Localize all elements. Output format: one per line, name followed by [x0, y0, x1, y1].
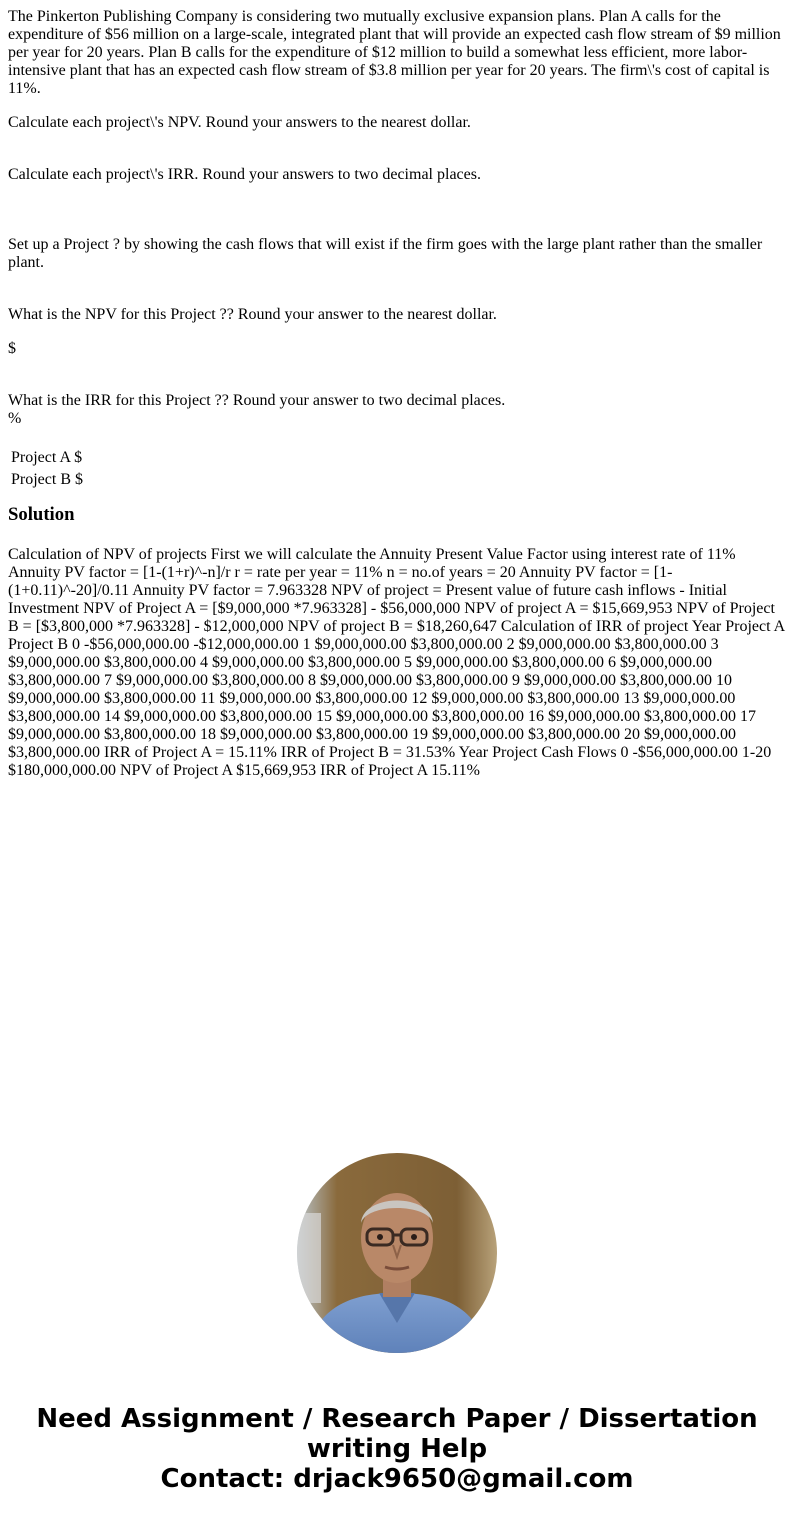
- answer-label-project-a: Project A $: [11, 449, 83, 466]
- author-photo: [297, 1153, 497, 1353]
- table-row: [10, 448, 84, 468]
- footer-banner: [0, 1404, 794, 1494]
- document-content: [8, 8, 788, 780]
- answer-label-project-b: Project B $: [11, 471, 83, 488]
- question-npv: Calculate each project\'s NPV. Round your answers to the nearest dollar.: [8, 114, 471, 131]
- solution-body: Calculation of NPV of projects First we will calculate the Annuity Present Value Factor using interest rate of 11% Annuity PV factor = [1-(1+r)^-n]/r r = rate per year = 11% n = no.of years = 20 Annuity PV factor = [1-(1+0.11)^-20]/0.11 Annuity PV factor = 7.963328 NPV of project = Present value of future cash inflows - Initial Investment NPV of Project A = [$9,000,000 *7.963328] - $56,000,000 NPV of project A = $15,669,953 NPV of Project B = [$3,800,000 *7.963328] - $12,000,000 NPV of project B = $18,260,647 Calculation of IRR of project Year Project A Project B 0 -$56,000,000.00 -$12,000,000.00 1 $9,000,000.00 $3,800,000.00 2 $9,000,000.00 $3,800,000.00 3 $9,000,000.00 $3,800,000.00 4 $9,000,000.00 $3,800,000.00 5 $9,000,000.00 $3,800,000.00 6 $9,000,000.00 $3,800,000.00 7 $9,000,000.00 $3,800,000.00 8 $9,000,000.00 $3,800,000.00 9 $9,000,000.00 $3,800,000.00 10 $9,000,000.00 $3,800,000.00 11 $9,000,000.00 $3,800,000.00 12 $9,000,000.00 $3,800,000.00 13 $9,000,000.00 $3,800,000.00 14 $9,000,000.00 $3,800,000.00 15 $9,000,000.00 $3,800,000.00 16 $9,000,000.00 $3,800,000.00 17 $9,000,000.00 $3,800,000.00 18 $9,000,000.00 $3,800,000.00 19 $9,000,000.00 $3,800,000.00 20 $9,000,000.00 $3,800,000.00 IRR of Project A = 15.11% IRR of Project B = 31.53% Year Project Cash Flows 0 -$56,000,000.00 1-20 $180,000,000.00 NPV of Project A $15,669,953 IRR of Project A 15.11%: [8, 546, 785, 779]
- question-irr-delta: What is the IRR for this Project ?? Round your answer to two decimal places.: [8, 392, 506, 409]
- footer-line-1: Need Assignment / Research Paper / Dissertation: [36, 1404, 758, 1434]
- dollar-sign: $: [8, 340, 16, 357]
- question-setup-project: Set up a Project ? by showing the cash flows that will exist if the firm goes with the large plant rather than the smaller plant.: [8, 236, 763, 271]
- question-irr: Calculate each project\'s IRR. Round your answers to two decimal places.: [8, 166, 481, 183]
- problem-statement: The Pinkerton Publishing Company is considering two mutually exclusive expansion plans. Plan A calls for the expenditure of $56 million on a large-scale, integrated plant that will provide an expected cash flow stream of $9 million per year for 20 years. Plan B calls for the expenditure of $12 million to build a somewhat less efficient, more labor-intensive plant that has an expected cash flow stream of $3.8 million per year for 20 years. The firm\'s cost of capital is 11%.: [8, 8, 781, 97]
- answer-table: [8, 446, 86, 492]
- table-row: [10, 470, 84, 490]
- percent-sign: %: [8, 410, 22, 427]
- footer-line-2: writing Help: [306, 1434, 488, 1464]
- question-npv-delta: What is the NPV for this Project ?? Round your answer to the nearest dollar.: [8, 306, 497, 323]
- solution-heading: Solution: [8, 504, 75, 525]
- footer-contact: Contact: drjack9650@gmail.com: [160, 1464, 634, 1494]
- person-portrait-icon: [297, 1153, 497, 1353]
